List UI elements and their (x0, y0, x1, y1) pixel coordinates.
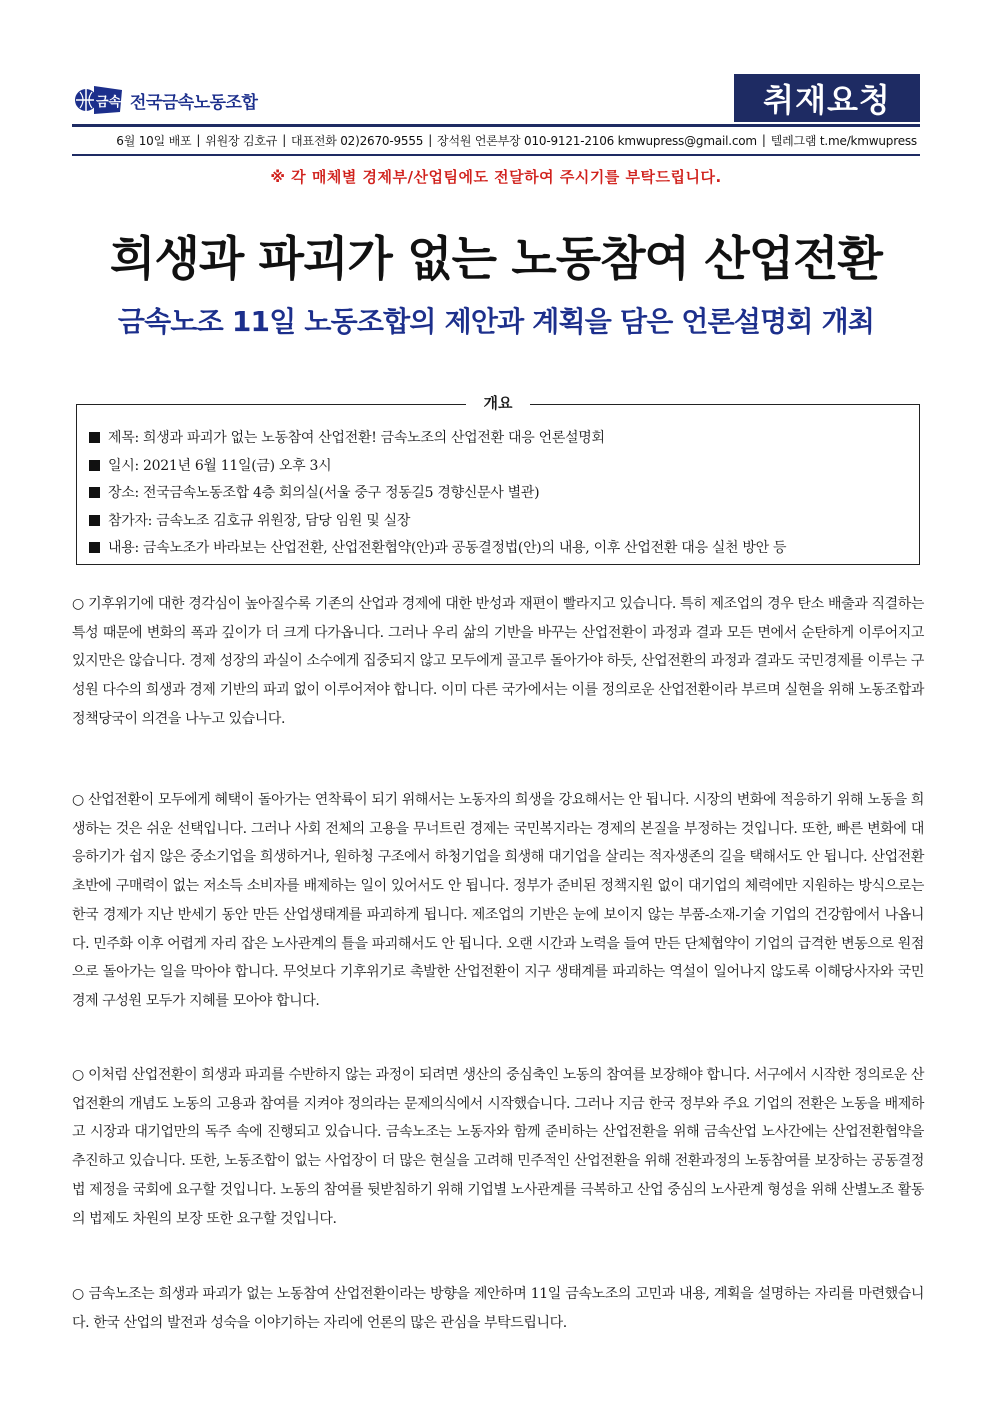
sub-headline: 금속노조 11일 노동조합의 제안과 계획을 담은 언론설명회 개최 (117, 305, 875, 338)
press-request-badge: 취재요청 (734, 74, 920, 122)
telegram-link[interactable]: 텔레그램 t.me/kmwupress (770, 133, 917, 148)
body-paragraph-4: ○ 금속노조는 희생과 파괴가 없는 노동참여 산업전환이라는 방향을 제안하며 11일 금속노조의 고민과 내용, 계획을 설명하는 자리를 마련했습니다. 한국 산업의 발전과 성숙을 이야기하는 자리에 언론의 많은 관심을 부탁드립니다. (72, 1286, 924, 1331)
union-logo (72, 80, 257, 120)
square-bullet-icon (89, 487, 100, 498)
union-emblem-icon (72, 80, 124, 120)
separator: | (196, 133, 201, 147)
overview-item-text: 참가자: 금속노조 김호규 위원장, 담당 임원 및 실장 (108, 512, 411, 529)
overview-item-participants (89, 508, 919, 536)
overview-heading: 개요 (466, 394, 531, 412)
header-bottom-rule (72, 154, 920, 156)
org-name: 전국금속노동조합 (130, 92, 258, 113)
square-bullet-icon (89, 432, 100, 443)
overview-item-text: 장소: 전국금속노동조합 4층 회의실(서울 중구 정동길5 경향신문사 별관) (108, 485, 540, 501)
release-date: 6월 10일 배포 (116, 133, 192, 148)
overview-item-text: 내용: 금속노조가 바라보는 산업전환, 산업전환협약(안)과 공동결정법(안)의 내용, 이후 산업전환 대응 실천 방안 등 (108, 540, 787, 556)
main-phone: 대표전화 02)2670-9555 (291, 133, 424, 148)
overview-item-text: 제목: 희생과 파괴가 없는 노동참여 산업전환! 금속노조의 산업전환 대응 언론설명회 (108, 430, 605, 446)
svg-text:금속: 금속 (96, 95, 122, 110)
square-bullet-icon (89, 460, 100, 471)
separator: | (761, 133, 766, 147)
body-paragraph-3: ○ 이처럼 산업전환이 희생과 파괴를 수반하지 않는 과정이 되려면 생산의 중심축인 노동의 참여를 보장해야 합니다. 서구에서 시작한 정의로운 산업전환의 개념도 노동의 고용과 참여를 지켜야 정의라는 문제의식에서 시작했습니다. 그러나 지금 한국 정부와 주요 기업의 전환은 노동을 배제하고 시장과 대기업만의 독주 속에 진행되고 있습니다. 금속노조는 노동자와 함께 준비하는 산업전환을 위해 금속산업 노사간에는 산업전환협약을 추진하고 있습니다. 또한, 노동조합이 없는 사업장이 더 많은 현실을 고려해 민주적인 산업전환을 위해 전환과정의 노동참여를 보장하는 공동결정법 제정을 국회에 요구할 것입니다. 노동의 참여를 뒷받침하기 위해 기업별 노사관계를 극복하고 산업 중심의 노사관계 형성을 위해 산별노조 활동의 법제도 차원의 보장 또한 요구할 것입니다. (72, 1067, 924, 1227)
square-bullet-icon (89, 515, 100, 526)
overview-item-subject (89, 425, 919, 453)
forwarding-notice: ※ 각 매체별 경제부/산업팀에도 전달하여 주시기를 부탁드립니다. (270, 168, 722, 186)
body-paragraph-2: ○ 산업전환이 모두에게 혜택이 돌아가는 연착륙이 되기 위해서는 노동자의 희생을 강요해서는 안 됩니다. 시장의 변화에 적응하기 위해 노동을 희생하는 것은 쉬운 선택입니다. 그러나 사회 전체의 고용을 무너트린 경제는 국민복지라는 경제의 본질을 부정하는 것입니다. 또한, 빠른 변화에 대응하기가 쉽지 않은 중소기업을 희생하거나, 원하청 구조에서 하청기업을 희생해 대기업을 살리는 적자생존의 길을 택해서도 안 됩니다. 산업전환 초반에 구매력이 없는 저소득 소비자를 배제하는 일이 있어서도 안 됩니다. 정부가 준비된 정책지원 없이 대기업의 체력에만 지원하는 방식으로는 한국 경제가 지난 반세기 동안 만든 산업생태계를 파괴하게 됩니다. 제조업의 기반은 눈에 보이지 않는 부품-소재-기술 기업의 건강함에서 나옵니다. 민주화 이후 어렵게 자리 잡은 노사관계의 틀을 파괴해서도 안 됩니다. 오랜 시간과 노력을 들여 만든 단체협약이 기업의 급격한 변동으로 원점으로 돌아가는 일을 막아야 합니다. 무엇보다 기후위기로 촉발한 산업전환이 지구 생태계를 파괴하는 역설이 일어나지 않도록 이해당사자와 국민경제 구성원 모두가 지혜를 모아야 합니다. (72, 792, 924, 1009)
separator: | (428, 133, 433, 147)
overview-item-content (89, 535, 919, 563)
overview-box (76, 394, 920, 565)
overview-item-datetime (89, 453, 919, 481)
body-paragraph-1: ○ 기후위기에 대한 경각심이 높아질수록 기존의 산업과 경제에 대한 반성과 재편이 빨라지고 있습니다. 특히 제조업의 경우 탄소 배출과 직결하는 특성 때문에 변화의 폭과 깊이가 더 크게 다가옵니다. 그러나 우리 삶의 기반을 바꾸는 산업전환이 과정과 결과 모든 면에서 순탄하게 이루어지고 있지만은 않습니다. 경제 성장의 과실이 소수에게 집중되지 않고 모두에게 골고루 돌아가야 하듯, 산업전환의 과정과 결과도 국민경제를 이루는 구성원 다수의 희생과 경제 기반의 파괴 없이 이루어져야 합니다. 이미 다른 국가에서는 이를 정의로운 산업전환이라 부르며 실현을 위해 노동조합과 정책당국이 의견을 나누고 있습니다. (72, 596, 924, 727)
separator: | (282, 133, 287, 147)
overview-list (77, 405, 919, 563)
overview-item-text: 일시: 2021년 6월 11일(금) 오후 3시 (108, 457, 332, 474)
main-headline: 희생과 파괴가 없는 노동참여 산업전환 (110, 232, 882, 287)
header-top-rule (72, 124, 920, 127)
contact-info-bar (72, 128, 920, 152)
press-contact: 장석원 언론부장 010-9121-2106 kmwupress@gmail.com (437, 133, 757, 148)
chairman: 위원장 김호규 (205, 133, 278, 148)
square-bullet-icon (89, 542, 100, 553)
overview-item-location (89, 480, 919, 508)
